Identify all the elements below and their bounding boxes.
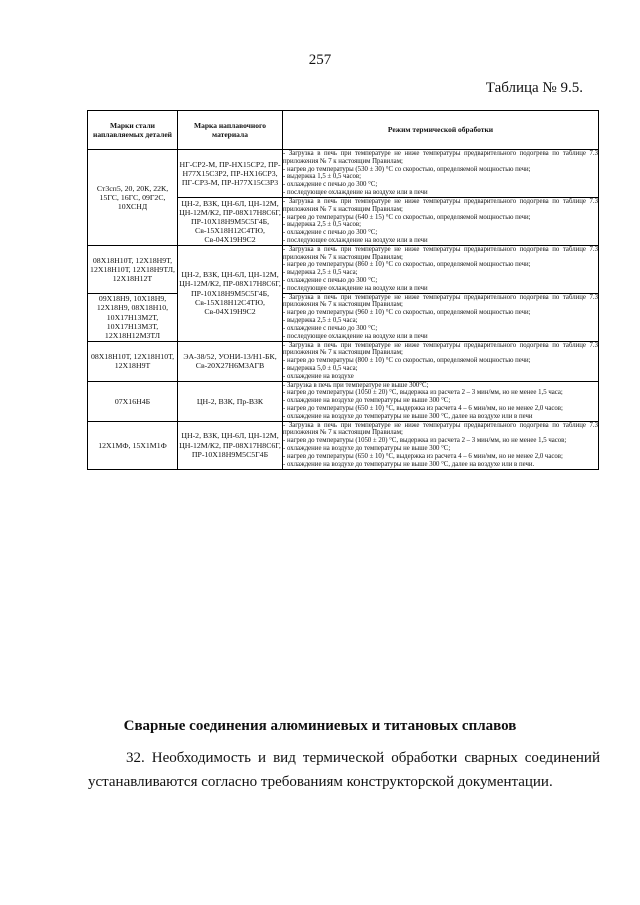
paragraph-line: устанавливаются согласно требованиям конструкторской документации. [88, 774, 553, 790]
regime-cell [283, 150, 599, 198]
regime-step: - последующее охлаждение на воздухе или в печи [283, 332, 428, 340]
steel-grades-cell: 09Х18Н9, 10Х18Н9, 12Х18Н9, 08Х18Н10, 10Х17Н13М2Т, 10Х17Н13М3Т, 12Х18Н12М3ТЛ [88, 293, 178, 341]
regime-step: - Загрузка в печь при температуре не ниже температуры предварительного подогрева по таблице 7.3 приложения № 7 к настоящим Правилам; [283, 197, 598, 213]
regime-step: - охлаждение с печью до 300 °С; [283, 181, 378, 189]
filler-material-cell: НГ-СР2-М, ПР-НХ15СР2, ПР-Н77Х15С3Р2, ПР-НХ16СР3, ПГ-СР3-М, ПР-Н77Х15С3Р3 [178, 150, 283, 198]
regime-step: - нагрев до температуры (800 ± 10) °С со скоростью, определяемой мощностью печи; [283, 357, 531, 365]
heat-treatment-table [87, 110, 599, 470]
regime-step: - последующее охлаждение на воздухе или в печи [283, 284, 428, 292]
table-row [88, 245, 599, 293]
filler-material-cell: ЦН-2, ВЗК, ЦН-6Л, ЦН-12М, ЦН-12М/К2, ПР-08Х17Н8С6Г, ПР-10Х18Н9М5С5Г4Б, Св-15Х18Н12С4ТЮ, Св-04Х19Н9С2 [179, 198, 281, 244]
regime-step: - охлаждение на воздухе до температуры не выше 300 °С; [283, 397, 451, 405]
regime-step: - нагрев до температуры (960 ± 10) °С со скоростью, определяемой мощностью печи; [283, 309, 531, 317]
filler-material-cell: ЦН-2, ВЗК, ЦН-6Л, ЦН-12М, ЦН-12М/К2, ПР-08Х17Н8С6Г, ПР-10Х18Н9М5С5Г4Б [178, 421, 283, 469]
header-steel-grades: Марки стали наплавляемых деталей [88, 111, 178, 150]
regime-cell [283, 293, 599, 341]
regime-step: - Загрузка в печь при температуре не ниже температуры предварительного подогрева по таблице 7.3 приложения № 7 к настоящим Правилам; [283, 293, 598, 309]
filler-material-cell: ЦН-2, ВЗК, ЦН-6Л, ЦН-12М, ЦН-12М/К2, ПР-08Х17Н8С6Г, ПР-10Х18Н9М5С5Г4Б, Св-15Х18Н12С4ТЮ, Св-04Х19Н9С2 [178, 245, 283, 341]
regime-step: - Загрузка в печь при температуре не ниже температуры предварительного подогрева по таблице 7.3 приложения № 7 к настоящим Правилам; [283, 245, 598, 261]
regime-step: - нагрев до температуры (650 ± 10) °С, выдержка из расчета 4 – 6 мин/мм, но не менее 2,0 часов; [283, 452, 563, 460]
steel-grades-cell: 07Х16Н4Б [88, 381, 178, 421]
steel-grades-cell: 12Х1МФ, 15Х1М1Ф [88, 421, 178, 469]
page-number: 257 [308, 52, 332, 68]
regime-step: - последующее охлаждение на воздухе или в печи [283, 189, 428, 197]
regime-step: - охлаждение с печью до 300 °С; [283, 277, 378, 284]
filler-material-cell: ЦН-2, ВЗК, Пр-ВЗК [178, 381, 283, 421]
regime-step: - выдержка 1,5 ± 0,5 часов; [283, 173, 361, 181]
table-row [88, 293, 599, 341]
regime-step: - нагрев до температуры (530 ± 30) °С со скоростью, определяемой мощностью печи; [283, 165, 531, 173]
regime-step: - Загрузка в печь при температуре не ниже температуры предварительного подогрева по таблице 7.3 приложения № 7 к настоящим Правилам; [283, 421, 598, 437]
regime-step: - охлаждение на воздухе [283, 372, 354, 380]
table-header-row [88, 111, 599, 150]
header-filler-material: Марка наплавочного материала [178, 111, 283, 150]
paragraph-line: 32. Необходимость и вид термической обработки сварных соединений [126, 750, 600, 766]
regime-cell [283, 421, 599, 469]
section-heading: Сварные соединения алюминиевых и титановых сплавов [123, 718, 517, 734]
regime-step: - охлаждение на воздухе до температуры не выше 300 °С, далее на воздухе или в печи [283, 412, 533, 420]
table-row [88, 381, 599, 421]
steel-grades-cell: Ст3сп5, 20, 20К, 22К, 15ГС, 16ГС, 09Г2С, 10ХСНД [88, 150, 178, 246]
regime-cell [283, 197, 599, 245]
regime-cell [283, 381, 599, 421]
table-row [88, 341, 599, 381]
regime-step: - Загрузка в печь при температуре не ниже температуры предварительного подогрева по таблице 7.3 приложения № 7 к настоящим Правилам; [283, 341, 598, 357]
regime-step: - нагрев до температуры (650 ± 10) °С, выдержка из расчета 4 – 6 мин/мм, но не менее 2,0 часов; [283, 405, 563, 412]
regime-step: - охлаждение на воздухе до температуры не выше 300 °С; [283, 445, 451, 453]
regime-step: - выдержка 2,5 ± 0,5 часа; [283, 317, 358, 325]
regime-cell [283, 245, 599, 293]
regime-step: - выдержка 5,0 ± 0,5 часа; [283, 364, 358, 372]
filler-material-cell: ЭА-38/52, УОНИ-13/Н1-БК, Св-20Х27Н6М3АГВ [178, 341, 283, 381]
regime-step: - нагрев до температуры (1050 ± 20) °С, выдержка из расчета 2 – 3 мин/мм, но не менее 1,5 часа; [283, 389, 563, 397]
steel-grades-cell: 08Х18Н10Т, 12Х18Н9Т, 12Х18Н10Т, 12Х18Н9ТЛ, 12Х18Н12Т [88, 245, 178, 293]
table-caption: Таблица № 9.5. [485, 80, 583, 96]
regime-step: - последующее охлаждение на воздухе или в печи [283, 236, 428, 244]
regime-step: - нагрев до температуры (860 ± 10) °С со скоростью, определяемой мощностью печи; [283, 261, 531, 269]
regime-step: - охлаждение с печью до 300 °С; [283, 229, 378, 237]
regime-step: - нагрев до температуры (640 ± 15) °С со скоростью, определяемой мощностью печи; [283, 213, 531, 221]
regime-step: - выдержка 2,5 ± 0,5 часов; [283, 221, 361, 229]
regime-cell [283, 341, 599, 381]
table-row [88, 150, 599, 198]
regime-step: - охлаждение с печью до 300 °С; [283, 324, 378, 332]
regime-step: - охлаждение на воздухе до температуры не выше 300 °С, далее на воздухе или в печи. [283, 460, 535, 468]
steel-grades-cell: 08Х18Н10Т, 12Х18Н10Т, 12Х18Н9Т [88, 341, 178, 381]
header-heat-treatment-regime: Режим термической обработки [283, 111, 599, 150]
table-row [88, 421, 599, 469]
regime-step: - Загрузка в печь при температуре не выше 300°С; [283, 381, 429, 389]
regime-step: - нагрев до температуры (1050 ± 20) °С, выдержка из расчета 2 – 3 мин/мм, но не менее 1,5 часов; [283, 437, 567, 445]
regime-step: - Загрузка в печь при температуре не ниже температуры предварительного подогрева по таблице 7.3 приложения № 7 к настоящим Правилам; [283, 150, 598, 165]
regime-step: - выдержка 2,5 ± 0,5 часа; [283, 269, 358, 277]
